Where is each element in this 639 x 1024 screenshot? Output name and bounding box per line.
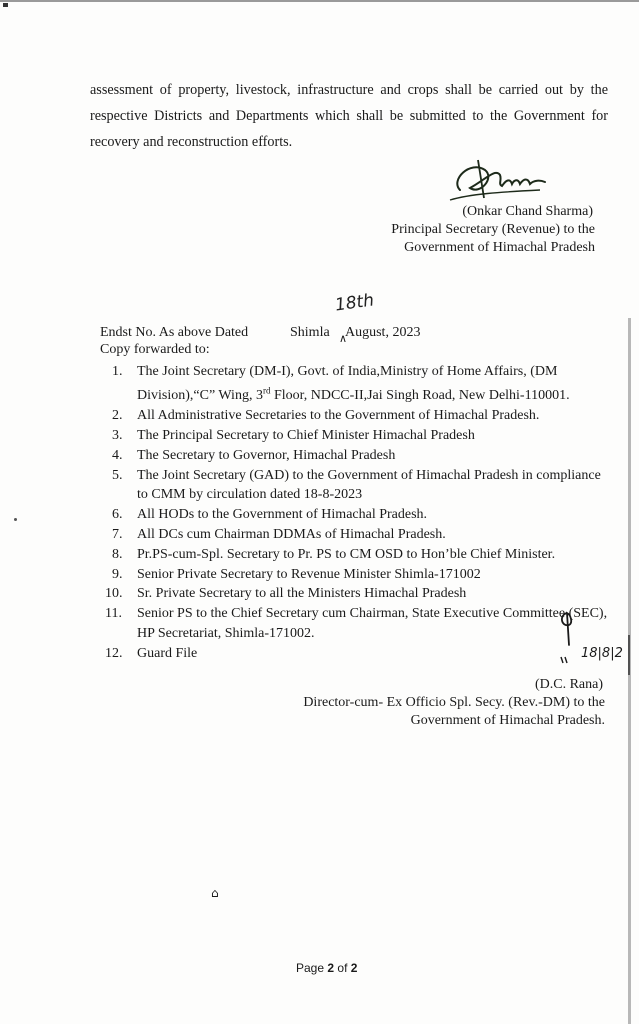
signatory-name: (D.C. Rana) <box>534 677 603 692</box>
signature-dc-rana <box>555 605 639 685</box>
list-item: 7. All DCs cum Chairman DDMAs of Himachal Pradesh. <box>112 527 446 543</box>
recipient-text: The Principal Secretary to Chief Minister Himachal Pradesh <box>137 428 475 444</box>
page-number: Page 2 of 2 <box>296 961 358 975</box>
signatory-block-2 <box>303 676 605 730</box>
recipient-text: All Administrative Secretaries to the Government of Himachal Pradesh. <box>137 408 540 424</box>
scan-top-edge <box>0 0 639 2</box>
scan-speck <box>14 518 17 521</box>
handwritten-day: 18th <box>333 290 376 316</box>
recipient-text: All DCs cum Chairman DDMAs of Himachal Pradesh. <box>137 527 446 543</box>
scan-corner-mark <box>3 3 8 7</box>
list-item: 9. Senior Private Secretary to Revenue Minister Shimla-171002 <box>112 566 481 582</box>
list-item: 1. The Joint Secretary (DM-I), Govt. of India,Ministry of Home Affairs, (DM Division),“C” Wing, 3rd Floor, NDCC-II,Jai Singh Road, New Delhi-110001. <box>112 364 570 404</box>
signatory-designation: Principal Secretary (Revenue) to the <box>391 222 595 237</box>
signatory-block-1 <box>391 203 595 257</box>
list-item: 11. Senior PS to the Chief Secretary cum Chairman, State Executive Committee (SEC), HP Secretariat, Shimla-171002. <box>105 606 608 642</box>
body-paragraph: assessment of property, livestock, infrastructure and crops shall be carried out by the respective Districts and Departments which shall be submitted to the Government for recovery and reconstruction efforts. <box>90 82 608 150</box>
list-item: 3. The Principal Secretary to Chief Minister Himachal Pradesh <box>112 428 475 444</box>
endst-month-year: August, 2023 <box>345 325 421 340</box>
stray-pen-mark: ⌂ <box>211 886 219 900</box>
recipient-text: Senior Private Secretary to Revenue Minister Shimla-171002 <box>137 566 481 582</box>
recipient-text: The Joint Secretary (GAD) to the Government of Himachal Pradesh in compliance to CMM by circulation dated 18-8-2023 <box>137 467 601 503</box>
signatory-name: (Onkar Chand Sharma) <box>462 204 593 219</box>
signatory-office: Government of Himachal Pradesh <box>404 240 595 255</box>
list-item: 6. All HODs to the Government of Himachal Pradesh. <box>112 507 428 523</box>
signatory-office: Government of Himachal Pradesh. <box>410 713 605 728</box>
recipient-text: Pr.PS-cum-Spl. Secretary to Pr. PS to CM OSD to Hon’ble Chief Minister. <box>137 546 556 562</box>
recipient-text: The Secretary to Governor, Himachal Pradesh <box>137 447 396 463</box>
signatory-designation: Director-cum- Ex Officio Spl. Secy. (Rev.-DM) to the <box>303 695 605 710</box>
list-item: 5. The Joint Secretary (GAD) to the Government of Himachal Pradesh in compliance to CMM by circulation dated 18-8-2023 <box>112 467 601 503</box>
handwritten-date-2: 18|8|2 <box>581 646 623 661</box>
list-item: 2. All Administrative Secretaries to the Government of Himachal Pradesh. <box>112 408 540 424</box>
endst-number: Endst No. As above Dated <box>100 325 249 340</box>
endst-place: Shimla <box>290 325 330 340</box>
list-item: 8. Pr.PS-cum-Spl. Secretary to Pr. PS to CM OSD to Hon’ble Chief Minister. <box>112 546 556 562</box>
insertion-caret-mark: ∧ <box>339 332 348 345</box>
recipient-text: Senior PS to the Chief Secretary cum Chairman, State Executive Committee (SEC), HP Secretariat, Shimla-171002. <box>137 606 608 642</box>
signature-onkar-chand-sharma <box>440 150 560 210</box>
list-item: 10. Sr. Private Secretary to all the Ministers Himachal Pradesh <box>105 586 467 602</box>
recipient-text: The Joint Secretary (DM-I), Govt. of India,Ministry of Home Affairs, (DM Division),“C” Wing, 3rd Floor, NDCC-II,Jai Singh Road, New Delhi-110001. <box>137 364 570 404</box>
recipient-list <box>105 362 612 664</box>
recipient-text: Sr. Private Secretary to all the Ministers Himachal Pradesh <box>137 586 467 602</box>
copy-forwarded-heading: Copy forwarded to: <box>100 342 210 357</box>
list-item: 4. The Secretary to Governor, Himachal Pradesh <box>112 447 396 463</box>
recipient-text: All HODs to the Government of Himachal Pradesh. <box>137 507 428 523</box>
recipient-text: Guard File <box>137 645 198 661</box>
list-item: 12. Guard File <box>105 645 198 661</box>
endorsement-line <box>100 324 421 358</box>
